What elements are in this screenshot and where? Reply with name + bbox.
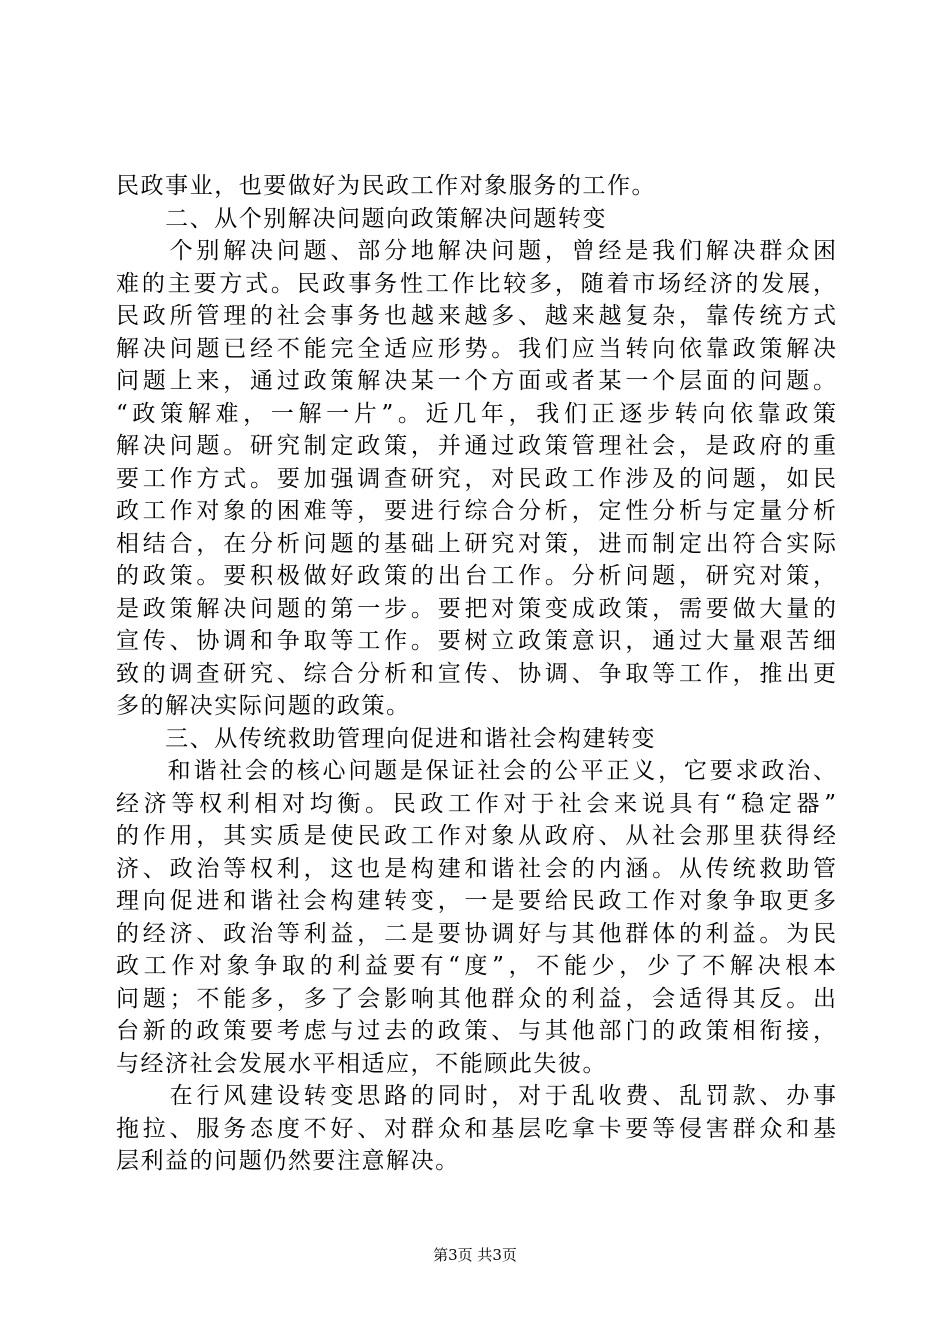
text-line: 相结合，在分析问题的基础上研究对策，进而制定出符合实际 <box>116 530 836 557</box>
text-line: 问题上来，通过政策解决某一个方面或者某一个层面的问题。 <box>116 368 836 394</box>
text-line: 的作用，其实质是使民政工作对象从政府、从社会那里获得经 <box>116 823 836 849</box>
text-line: 难的主要方式。民政事务性工作比较多，随着市场经济的发展， <box>116 270 836 297</box>
text-line: 民政所管理的社会事务也越来越多、越来越复杂，靠传统方式 <box>116 303 836 329</box>
text-line: 问题；不能多，多了会影响其他群众的利益，会适得其反。出 <box>116 985 836 1012</box>
text-line: 层利益的问题仍然要注意解决。 <box>116 1148 460 1174</box>
page-footer <box>0 1245 950 1265</box>
text-line: 解决问题。研究制定政策，并通过政策管理社会，是政府的重 <box>116 433 836 459</box>
document-body <box>116 170 836 1178</box>
text-line: 是政策解决问题的第一步。要把对策变成政策，需要做大量的 <box>116 595 836 622</box>
text-line: 台新的政策要考虑与过去的政策、与其他部门的政策相衔接， <box>116 1018 836 1044</box>
section-heading: 三、从传统救助管理向促进和谐社会构建转变 <box>116 725 657 752</box>
text-line: 致的调查研究、综合分析和宣传、协调、争取等工作，推出更 <box>116 660 836 687</box>
total-pages: 共3页 <box>477 1246 517 1264</box>
text-line: 在行风建设转变思路的同时，对于乱收费、乱罚款、办事 <box>116 1083 836 1109</box>
text-line: “政策解难，一解一片”。近几年，我们正逐步转向依靠政策 <box>116 400 836 427</box>
text-line: 民政事业，也要做好为民政工作对象服务的工作。 <box>116 173 657 199</box>
text-line: 的政策。要积极做好政策的出台工作。分析问题，研究对策， <box>116 563 836 589</box>
page-number: 第3页 <box>433 1246 473 1264</box>
text-line: 和谐社会的核心问题是保证社会的公平正义，它要求政治、 <box>116 758 836 784</box>
text-line: 政工作对象争取的利益要有“度”，不能少，少了不解决根本 <box>116 953 836 979</box>
text-line: 个别解决问题、部分地解决问题，曾经是我们解决群众困 <box>116 238 836 264</box>
text-line: 经济等权利相对均衡。民政工作对于社会来说具有“稳定器” <box>116 790 836 817</box>
text-line: 政工作对象的困难等，要进行综合分析，定性分析与定量分析 <box>116 498 836 524</box>
text-line: 拖拉、服务态度不好、对群众和基层吃拿卡要等侵害群众和基 <box>116 1115 836 1142</box>
text-line: 解决问题已经不能完全适应形势。我们应当转向依靠政策解决 <box>116 335 836 362</box>
text-line: 理向促进和谐社会构建转变，一是要给民政工作对象争取更多 <box>116 888 836 914</box>
text-line: 要工作方式。要加强调查研究，对民政工作涉及的问题，如民 <box>116 465 836 492</box>
text-line: 宣传、协调和争取等工作。要树立政策意识，通过大量艰苦细 <box>116 628 836 654</box>
text-line: 的经济、政治等利益，二是要协调好与其他群体的利益。为民 <box>116 920 836 947</box>
text-line: 与经济社会发展水平相适应，不能顾此失彼。 <box>116 1050 607 1077</box>
text-line: 济、政治等权利，这也是构建和谐社会的内涵。从传统救助管 <box>116 855 836 882</box>
text-line: 多的解决实际问题的政策。 <box>116 693 411 719</box>
section-heading: 二、从个别解决问题向政策解决问题转变 <box>116 205 607 232</box>
